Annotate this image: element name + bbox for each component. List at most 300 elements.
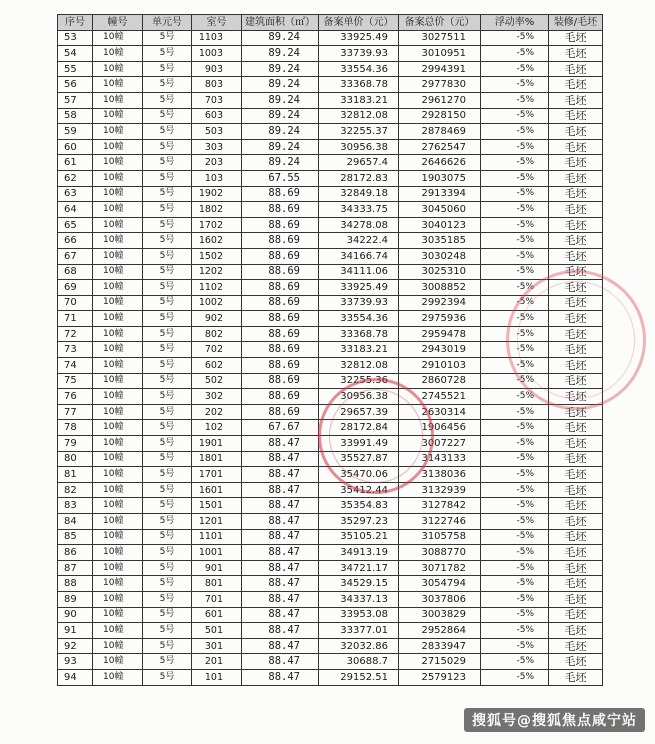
finish-cell: 毛坯 [549, 514, 603, 530]
building-cell: 10幢 [93, 170, 143, 186]
unit-price-cell: 29657.39 [319, 404, 399, 420]
area-cell: 89.24 [242, 77, 319, 93]
float-rate-cell: -5% [481, 92, 549, 108]
unit-cell: 5号 [143, 623, 192, 639]
unit-cell: 5号 [143, 186, 192, 202]
area-cell: 67.67 [242, 420, 319, 436]
finish-cell: 毛坯 [549, 295, 603, 311]
unit-price-cell: 33368.78 [319, 326, 399, 342]
total-price-cell: 3007227 [399, 436, 481, 452]
seq-cell: 74 [58, 358, 93, 374]
total-price-cell: 2715029 [399, 654, 481, 670]
room-cell: 1601 [192, 482, 242, 498]
table-row [58, 186, 603, 202]
finish-cell: 毛坯 [549, 560, 603, 576]
table-row [58, 295, 603, 311]
seq-cell: 89 [58, 591, 93, 607]
area-cell: 89.24 [242, 92, 319, 108]
total-price-cell: 3122746 [399, 514, 481, 530]
total-price-cell: 2579123 [399, 669, 481, 685]
area-cell: 88.47 [242, 560, 319, 576]
finish-cell: 毛坯 [549, 46, 603, 62]
float-rate-cell: -5% [481, 326, 549, 342]
unit-cell: 5号 [143, 529, 192, 545]
room-cell: 1003 [192, 46, 242, 62]
finish-cell: 毛坯 [549, 498, 603, 514]
total-price-cell: 2952864 [399, 623, 481, 639]
total-price-cell: 2928150 [399, 108, 481, 124]
finish-cell: 毛坯 [549, 467, 603, 483]
finish-cell: 毛坯 [549, 61, 603, 77]
unit-cell: 5号 [143, 264, 192, 280]
finish-cell: 毛坯 [549, 389, 603, 405]
unit-price-cell: 30688.7 [319, 654, 399, 670]
unit-price-cell: 32849.18 [319, 186, 399, 202]
seq-cell: 57 [58, 92, 93, 108]
building-cell: 10幢 [93, 186, 143, 202]
unit-price-cell: 32255.36 [319, 373, 399, 389]
room-cell: 1102 [192, 280, 242, 296]
room-cell: 1801 [192, 451, 242, 467]
seq-cell: 68 [58, 264, 93, 280]
area-cell: 89.24 [242, 61, 319, 77]
seq-cell: 80 [58, 451, 93, 467]
area-cell: 88.47 [242, 545, 319, 561]
seq-cell: 66 [58, 233, 93, 249]
unit-price-cell: 33183.21 [319, 342, 399, 358]
seq-cell: 77 [58, 404, 93, 420]
unit-cell: 5号 [143, 139, 192, 155]
table-row [58, 311, 603, 327]
unit-cell: 5号 [143, 311, 192, 327]
total-price-cell: 3054794 [399, 576, 481, 592]
unit-cell: 5号 [143, 295, 192, 311]
float-rate-cell: -5% [481, 280, 549, 296]
finish-cell: 毛坯 [549, 155, 603, 171]
unit-price-cell: 33953.08 [319, 607, 399, 623]
building-cell: 10幢 [93, 342, 143, 358]
unit-price-cell: 29152.51 [319, 669, 399, 685]
table-row [58, 248, 603, 264]
room-cell: 603 [192, 108, 242, 124]
total-price-cell: 2878469 [399, 124, 481, 140]
header-building: 幢号 [93, 15, 143, 31]
float-rate-cell: -5% [481, 46, 549, 62]
finish-cell: 毛坯 [549, 576, 603, 592]
building-cell: 10幢 [93, 30, 143, 46]
unit-cell: 5号 [143, 420, 192, 436]
unit-price-cell: 35105.21 [319, 529, 399, 545]
room-cell: 1002 [192, 295, 242, 311]
table-row [58, 280, 603, 296]
total-price-cell: 2913394 [399, 186, 481, 202]
finish-cell: 毛坯 [549, 139, 603, 155]
finish-cell: 毛坯 [549, 326, 603, 342]
float-rate-cell: -5% [481, 669, 549, 685]
unit-cell: 5号 [143, 467, 192, 483]
float-rate-cell: -5% [481, 389, 549, 405]
price-table [57, 14, 603, 686]
seq-cell: 78 [58, 420, 93, 436]
total-price-cell: 2977830 [399, 77, 481, 93]
room-cell: 302 [192, 389, 242, 405]
total-price-cell: 3143133 [399, 451, 481, 467]
building-cell: 10幢 [93, 326, 143, 342]
float-rate-cell: -5% [481, 436, 549, 452]
float-rate-cell: -5% [481, 124, 549, 140]
seq-cell: 58 [58, 108, 93, 124]
seq-cell: 88 [58, 576, 93, 592]
unit-cell: 5号 [143, 280, 192, 296]
table-row [58, 124, 603, 140]
seq-cell: 55 [58, 61, 93, 77]
room-cell: 303 [192, 139, 242, 155]
finish-cell: 毛坯 [549, 482, 603, 498]
building-cell: 10幢 [93, 264, 143, 280]
total-price-cell: 2910103 [399, 358, 481, 374]
seq-cell: 92 [58, 638, 93, 654]
total-price-cell: 3035185 [399, 233, 481, 249]
table-header-row [58, 15, 603, 31]
header-total-price: 备案总价（元） [399, 15, 481, 31]
float-rate-cell: -5% [481, 248, 549, 264]
area-cell: 89.24 [242, 30, 319, 46]
building-cell: 10幢 [93, 202, 143, 218]
total-price-cell: 2833947 [399, 638, 481, 654]
total-price-cell: 2994391 [399, 61, 481, 77]
finish-cell: 毛坯 [549, 186, 603, 202]
seq-cell: 53 [58, 30, 93, 46]
table-row [58, 202, 603, 218]
seq-cell: 60 [58, 139, 93, 155]
seq-cell: 61 [58, 155, 93, 171]
unit-price-cell: 33554.36 [319, 311, 399, 327]
total-price-cell: 2992394 [399, 295, 481, 311]
total-price-cell: 3008852 [399, 280, 481, 296]
room-cell: 701 [192, 591, 242, 607]
area-cell: 88.47 [242, 514, 319, 530]
table-row [58, 529, 603, 545]
room-cell: 101 [192, 669, 242, 685]
seq-cell: 56 [58, 77, 93, 93]
building-cell: 10幢 [93, 124, 143, 140]
seq-cell: 84 [58, 514, 93, 530]
area-cell: 88.47 [242, 436, 319, 452]
building-cell: 10幢 [93, 217, 143, 233]
seq-cell: 64 [58, 202, 93, 218]
table-row [58, 217, 603, 233]
building-cell: 10幢 [93, 77, 143, 93]
building-cell: 10幢 [93, 669, 143, 685]
total-price-cell: 3027511 [399, 30, 481, 46]
area-cell: 88.69 [242, 217, 319, 233]
seq-cell: 94 [58, 669, 93, 685]
unit-price-cell: 28172.83 [319, 170, 399, 186]
building-cell: 10幢 [93, 607, 143, 623]
building-cell: 10幢 [93, 155, 143, 171]
unit-price-cell: 32255.37 [319, 124, 399, 140]
table-body [58, 30, 603, 685]
room-cell: 201 [192, 654, 242, 670]
finish-cell: 毛坯 [549, 217, 603, 233]
building-cell: 10幢 [93, 623, 143, 639]
total-price-cell: 2646626 [399, 155, 481, 171]
building-cell: 10幢 [93, 404, 143, 420]
float-rate-cell: -5% [481, 61, 549, 77]
area-cell: 88.47 [242, 482, 319, 498]
finish-cell: 毛坯 [549, 591, 603, 607]
table-row [58, 61, 603, 77]
table-row [58, 623, 603, 639]
room-cell: 1502 [192, 248, 242, 264]
finish-cell: 毛坯 [549, 311, 603, 327]
unit-cell: 5号 [143, 591, 192, 607]
seq-cell: 86 [58, 545, 93, 561]
unit-price-cell: 33991.49 [319, 436, 399, 452]
source-watermark: 搜狐号@搜狐焦点咸宁站 [464, 708, 645, 732]
area-cell: 88.47 [242, 576, 319, 592]
float-rate-cell: -5% [481, 451, 549, 467]
unit-price-cell: 35297.23 [319, 514, 399, 530]
unit-price-cell: 33925.49 [319, 30, 399, 46]
unit-cell: 5号 [143, 30, 192, 46]
unit-cell: 5号 [143, 576, 192, 592]
room-cell: 1103 [192, 30, 242, 46]
header-float-rate: 浮动率% [481, 15, 549, 31]
table-row [58, 545, 603, 561]
room-cell: 203 [192, 155, 242, 171]
unit-cell: 5号 [143, 108, 192, 124]
total-price-cell: 3088770 [399, 545, 481, 561]
unit-cell: 5号 [143, 514, 192, 530]
unit-cell: 5号 [143, 217, 192, 233]
room-cell: 901 [192, 560, 242, 576]
table-row [58, 654, 603, 670]
unit-price-cell: 33368.78 [319, 77, 399, 93]
area-cell: 88.69 [242, 202, 319, 218]
room-cell: 1201 [192, 514, 242, 530]
float-rate-cell: -5% [481, 529, 549, 545]
unit-price-cell: 34111.06 [319, 264, 399, 280]
float-rate-cell: -5% [481, 576, 549, 592]
table-row [58, 139, 603, 155]
room-cell: 702 [192, 342, 242, 358]
area-cell: 88.69 [242, 186, 319, 202]
unit-cell: 5号 [143, 560, 192, 576]
unit-cell: 5号 [143, 248, 192, 264]
unit-price-cell: 34529.15 [319, 576, 399, 592]
header-room: 室号 [192, 15, 242, 31]
table-row [58, 576, 603, 592]
room-cell: 102 [192, 420, 242, 436]
building-cell: 10幢 [93, 311, 143, 327]
room-cell: 903 [192, 61, 242, 77]
total-price-cell: 2630314 [399, 404, 481, 420]
room-cell: 501 [192, 623, 242, 639]
area-cell: 88.69 [242, 264, 319, 280]
table-row [58, 638, 603, 654]
unit-cell: 5号 [143, 202, 192, 218]
table-row [58, 92, 603, 108]
room-cell: 502 [192, 373, 242, 389]
float-rate-cell: -5% [481, 623, 549, 639]
room-cell: 902 [192, 311, 242, 327]
area-cell: 89.24 [242, 155, 319, 171]
table-row [58, 420, 603, 436]
building-cell: 10幢 [93, 139, 143, 155]
finish-cell: 毛坯 [549, 404, 603, 420]
building-cell: 10幢 [93, 248, 143, 264]
float-rate-cell: -5% [481, 560, 549, 576]
area-cell: 88.69 [242, 248, 319, 264]
float-rate-cell: -5% [481, 654, 549, 670]
finish-cell: 毛坯 [549, 108, 603, 124]
unit-price-cell: 33925.49 [319, 280, 399, 296]
float-rate-cell: -5% [481, 482, 549, 498]
building-cell: 10幢 [93, 233, 143, 249]
float-rate-cell: -5% [481, 638, 549, 654]
unit-price-cell: 34913.19 [319, 545, 399, 561]
unit-cell: 5号 [143, 607, 192, 623]
table-row [58, 264, 603, 280]
price-list-sheet [57, 14, 603, 686]
building-cell: 10幢 [93, 46, 143, 62]
room-cell: 803 [192, 77, 242, 93]
area-cell: 88.47 [242, 451, 319, 467]
unit-cell: 5号 [143, 482, 192, 498]
seq-cell: 62 [58, 170, 93, 186]
unit-price-cell: 28172.84 [319, 420, 399, 436]
total-price-cell: 3132939 [399, 482, 481, 498]
unit-price-cell: 32812.08 [319, 358, 399, 374]
area-cell: 89.24 [242, 124, 319, 140]
table-row [58, 77, 603, 93]
unit-cell: 5号 [143, 638, 192, 654]
building-cell: 10幢 [93, 576, 143, 592]
header-seq: 序号 [58, 15, 93, 31]
unit-price-cell: 34222.4 [319, 233, 399, 249]
table-row [58, 155, 603, 171]
unit-price-cell: 34333.75 [319, 202, 399, 218]
total-price-cell: 1906456 [399, 420, 481, 436]
float-rate-cell: -5% [481, 373, 549, 389]
finish-cell: 毛坯 [549, 233, 603, 249]
unit-cell: 5号 [143, 545, 192, 561]
table-row [58, 560, 603, 576]
area-cell: 89.24 [242, 108, 319, 124]
total-price-cell: 3138036 [399, 467, 481, 483]
unit-price-cell: 30956.38 [319, 389, 399, 405]
room-cell: 503 [192, 124, 242, 140]
finish-cell: 毛坯 [549, 607, 603, 623]
table-row [58, 170, 603, 186]
unit-cell: 5号 [143, 342, 192, 358]
room-cell: 1701 [192, 467, 242, 483]
room-cell: 1501 [192, 498, 242, 514]
header-unit-price: 备案单价（元） [319, 15, 399, 31]
seq-cell: 76 [58, 389, 93, 405]
float-rate-cell: -5% [481, 467, 549, 483]
total-price-cell: 3105758 [399, 529, 481, 545]
area-cell: 88.69 [242, 233, 319, 249]
room-cell: 601 [192, 607, 242, 623]
unit-price-cell: 33739.93 [319, 46, 399, 62]
seq-cell: 87 [58, 560, 93, 576]
float-rate-cell: -5% [481, 404, 549, 420]
float-rate-cell: -5% [481, 342, 549, 358]
unit-price-cell: 29657.4 [319, 155, 399, 171]
building-cell: 10幢 [93, 420, 143, 436]
area-cell: 88.47 [242, 467, 319, 483]
room-cell: 1602 [192, 233, 242, 249]
area-cell: 88.69 [242, 404, 319, 420]
table-row [58, 669, 603, 685]
finish-cell: 毛坯 [549, 280, 603, 296]
table-row [58, 498, 603, 514]
finish-cell: 毛坯 [549, 170, 603, 186]
table-row [58, 326, 603, 342]
float-rate-cell: -5% [481, 498, 549, 514]
unit-cell: 5号 [143, 77, 192, 93]
total-price-cell: 1903075 [399, 170, 481, 186]
total-price-cell: 2745521 [399, 389, 481, 405]
finish-cell: 毛坯 [549, 436, 603, 452]
building-cell: 10幢 [93, 498, 143, 514]
header-unit: 单元号 [143, 15, 192, 31]
unit-cell: 5号 [143, 46, 192, 62]
building-cell: 10幢 [93, 638, 143, 654]
unit-cell: 5号 [143, 233, 192, 249]
unit-cell: 5号 [143, 326, 192, 342]
finish-cell: 毛坯 [549, 638, 603, 654]
float-rate-cell: -5% [481, 217, 549, 233]
total-price-cell: 2975936 [399, 311, 481, 327]
area-cell: 67.55 [242, 170, 319, 186]
table-row [58, 342, 603, 358]
unit-cell: 5号 [143, 358, 192, 374]
seq-cell: 72 [58, 326, 93, 342]
table-row [58, 591, 603, 607]
total-price-cell: 2961270 [399, 92, 481, 108]
room-cell: 703 [192, 92, 242, 108]
unit-cell: 5号 [143, 669, 192, 685]
seq-cell: 79 [58, 436, 93, 452]
unit-price-cell: 32032.86 [319, 638, 399, 654]
finish-cell: 毛坯 [549, 202, 603, 218]
total-price-cell: 2860728 [399, 373, 481, 389]
unit-cell: 5号 [143, 451, 192, 467]
building-cell: 10幢 [93, 280, 143, 296]
room-cell: 1001 [192, 545, 242, 561]
seq-cell: 93 [58, 654, 93, 670]
area-cell: 88.69 [242, 342, 319, 358]
total-price-cell: 2943019 [399, 342, 481, 358]
total-price-cell: 3025310 [399, 264, 481, 280]
building-cell: 10幢 [93, 482, 143, 498]
unit-price-cell: 34166.74 [319, 248, 399, 264]
table-row [58, 358, 603, 374]
table-row [58, 436, 603, 452]
float-rate-cell: -5% [481, 139, 549, 155]
finish-cell: 毛坯 [549, 77, 603, 93]
building-cell: 10幢 [93, 389, 143, 405]
seq-cell: 65 [58, 217, 93, 233]
float-rate-cell: -5% [481, 545, 549, 561]
table-row [58, 46, 603, 62]
table-row [58, 373, 603, 389]
total-price-cell: 2959478 [399, 326, 481, 342]
float-rate-cell: -5% [481, 420, 549, 436]
